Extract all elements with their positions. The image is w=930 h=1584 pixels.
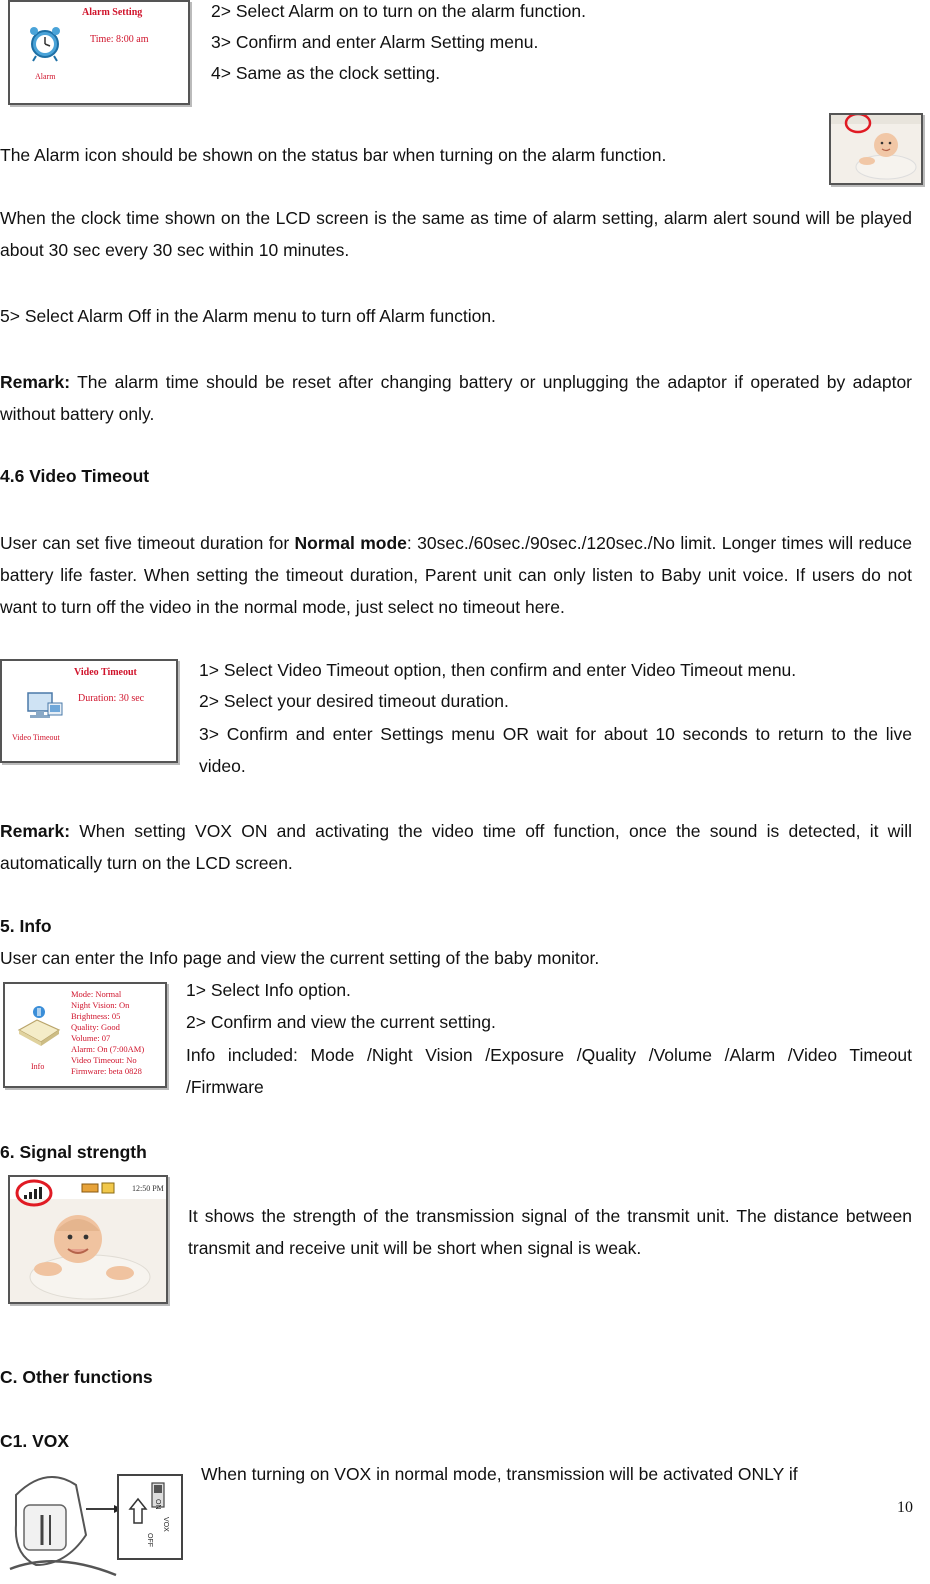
video-timeout-screen-title: Video Timeout <box>74 667 137 678</box>
alarm-remark-label: Remark: <box>0 372 71 392</box>
signal-screen-time: 12:50 PM <box>132 1184 164 1193</box>
video-timeout-screenshot <box>0 659 178 763</box>
alarm-remark <box>0 366 912 430</box>
info-screen-line: Alarm: On (7:00AM) <box>71 1044 145 1054</box>
alarm-step-3: 3> Confirm and enter Alarm Setting menu. <box>211 32 539 52</box>
video-timeout-intro-post: : 30sec./60sec./90sec./120sec./No limit. Longer times will reduce battery life faster. When setting the timeout duration, Parent unit can only listen to Baby unit voice. If users do not want to turn off the video in the normal mode, just select no timeout here. <box>0 533 912 617</box>
alarm-highlight-circle-icon <box>843 113 873 134</box>
alarm-remark-text: The alarm time should be reset after changing battery or unplugging the adaptor if operated by adaptor without battery only. <box>0 372 913 424</box>
alarm-alert-text: When the clock time shown on the LCD screen is the same as time of alarm setting, alarm alert sound will be played about 30 sec every 30 sec within 10 minutes. <box>0 208 912 260</box>
vox-switch-label: OFF <box>146 1533 153 1547</box>
video-timeout-step-2: 2> Select your desired timeout duration. <box>199 691 509 711</box>
alarm-step-4: 4> Same as the clock setting. <box>211 63 441 83</box>
video-timeout-step-3: 3> Confirm and enter Settings menu OR wait for about 10 seconds to return to the live video. <box>199 724 912 776</box>
video-timeout-normal-mode: Normal mode <box>294 533 407 553</box>
vox-device-illustration <box>6 1465 186 1582</box>
signal-text: It shows the strength of the transmission signal of the transmit unit. The distance between transmit and receive unit will be short when signal is weak. <box>188 1206 912 1258</box>
video-timeout-remark <box>0 815 912 879</box>
signal-heading: 6. Signal strength <box>0 1142 147 1162</box>
info-screen-line: Volume: 07 <box>71 1033 111 1043</box>
alarm-step-5: 5> Select Alarm Off in the Alarm menu to turn off Alarm function. <box>0 306 496 326</box>
alarm-icon-note: The Alarm icon should be shown on the status bar when turning on the alarm function. <box>0 145 667 165</box>
signal-screenshot <box>8 1175 168 1304</box>
other-functions-heading: C. Other functions <box>0 1367 153 1387</box>
info-screen-line: Mode: Normal <box>71 989 122 999</box>
info-screen-line: Brightness: 05 <box>71 1011 121 1021</box>
alarm-screen-label: Alarm <box>35 72 56 81</box>
info-screenshot <box>3 982 167 1088</box>
info-step-2: 2> Confirm and view the current setting. <box>186 1012 496 1032</box>
info-included: Info included: Mode /Night Vision /Exposure /Quality /Volume /Alarm /Video Timeout /Firmware <box>186 1045 912 1097</box>
alarm-setting-screenshot <box>8 0 190 105</box>
vox-text: When turning on VOX in normal mode, transmission will be activated ONLY if <box>201 1464 798 1484</box>
video-timeout-intro <box>0 527 912 623</box>
info-screen-line: Firmware: beta 0828 <box>71 1066 142 1076</box>
video-timeout-screen-duration: Duration: 30 sec <box>78 693 145 704</box>
info-intro: User can enter the Info page and view the current setting of the baby monitor. <box>0 948 600 968</box>
info-screen-line: Night Vision: On <box>71 1000 130 1010</box>
alarm-step-2: 2> Select Alarm on to turn on the alarm function. <box>211 1 587 21</box>
video-timeout-screen-label: Video Timeout <box>12 733 60 742</box>
info-screen-lines <box>71 989 144 1077</box>
info-screen-line: Quality: Good <box>71 1022 120 1032</box>
alarm-clock-icon <box>28 24 62 62</box>
vox-heading: C1. VOX <box>0 1431 70 1451</box>
alarm-screen-title: Alarm Setting <box>82 7 143 18</box>
vox-switch-label: VOX <box>162 1517 169 1532</box>
camera-unit-icon <box>6 1465 186 1582</box>
video-timeout-remark-label: Remark: <box>0 821 71 841</box>
video-timeout-remark-text: When setting VOX ON and activating the video time off function, once the sound is detected, it will automatically turn on the LCD screen. <box>0 821 912 873</box>
video-timeout-heading: 4.6 Video Timeout <box>0 466 150 486</box>
status-bar-screenshot <box>829 113 923 185</box>
info-heading: 5. Info <box>0 916 52 936</box>
page-number: 10 <box>897 1499 913 1516</box>
vox-switch-label: ON <box>154 1499 161 1510</box>
monitor-icon <box>24 689 64 725</box>
signal-strength-icon <box>14 1179 54 1209</box>
info-book-icon <box>15 1002 63 1046</box>
video-timeout-step-1: 1> Select Video Timeout option, then confirm and enter Video Timeout menu. <box>199 660 797 680</box>
video-timeout-intro-pre: User can set five timeout duration for <box>0 533 295 553</box>
info-screen-line: Video Timeout: No <box>71 1055 137 1065</box>
alarm-screen-time: Time: 8:00 am <box>90 34 149 45</box>
info-screen-label: Info <box>31 1062 45 1071</box>
info-step-1: 1> Select Info option. <box>186 980 351 1000</box>
